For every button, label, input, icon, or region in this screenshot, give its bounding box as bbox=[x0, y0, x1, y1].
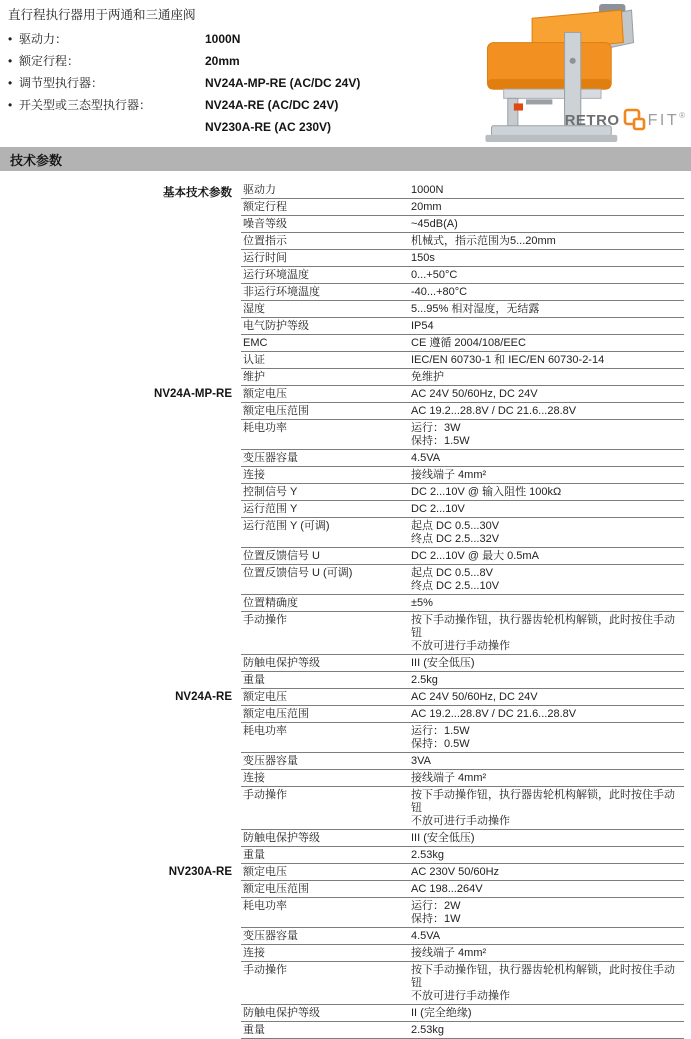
retrofit-logo bbox=[565, 108, 685, 133]
spec-row bbox=[241, 267, 684, 284]
spec-param-name: 运行范围 Y (可调) bbox=[243, 519, 330, 532]
red-button-detail bbox=[514, 103, 523, 110]
spec-param-name: 位置反馈信号 U (可调) bbox=[243, 566, 353, 579]
spec-param-values bbox=[411, 519, 684, 547]
spec-param-values bbox=[411, 1023, 684, 1038]
spec-value: 机械式，指示范围为5...20mm bbox=[411, 234, 556, 247]
bullet-label: 开关型或三态型执行器： bbox=[19, 98, 152, 112]
spec-value: AC 19.2...28.8V / DC 21.6...28.8V bbox=[411, 707, 577, 720]
spec-param-values bbox=[411, 754, 684, 769]
spec-param-name: 非运行环境温度 bbox=[243, 285, 320, 298]
spec-group-label: 基本技术参数 bbox=[163, 187, 232, 199]
spec-row bbox=[241, 301, 684, 318]
spec-value: -40...+80°C bbox=[411, 285, 468, 298]
spec-value: II (完全绝缘) bbox=[411, 1006, 472, 1019]
spec-row bbox=[241, 182, 684, 199]
spec-value: 不放可进行手动操作 bbox=[411, 639, 510, 652]
spec-param-values bbox=[411, 882, 684, 897]
spec-value: 150s bbox=[411, 251, 435, 264]
spec-row bbox=[241, 672, 684, 689]
spec-param-values bbox=[411, 946, 684, 961]
spec-param-values bbox=[411, 217, 684, 232]
spec-param-values bbox=[411, 285, 684, 300]
feature-bullet-row bbox=[8, 120, 458, 134]
spec-param-values bbox=[411, 613, 684, 654]
spec-param-values bbox=[411, 234, 684, 249]
spec-param-name: 防触电保护等级 bbox=[243, 831, 320, 844]
spec-param-values bbox=[411, 302, 684, 317]
spec-value: 按下手动操作钮，执行器齿轮机构解锁，此时按住手动钮 bbox=[411, 788, 675, 814]
bullet-value: 1000N bbox=[205, 32, 241, 46]
spec-param-name: 变压器容量 bbox=[243, 929, 298, 942]
spec-table bbox=[0, 182, 684, 1039]
spec-param-values bbox=[411, 451, 684, 466]
spec-param-values bbox=[411, 771, 684, 786]
spec-row bbox=[241, 467, 684, 484]
spec-value: 终点 DC 2.5...32V bbox=[411, 532, 500, 545]
spec-param-values bbox=[411, 353, 684, 368]
spec-param-values bbox=[411, 251, 684, 266]
spec-row bbox=[241, 233, 684, 250]
spec-group bbox=[0, 386, 684, 689]
spec-value: III (安全低压) bbox=[411, 831, 475, 844]
spec-param-values bbox=[411, 963, 684, 1004]
spec-param-name: 连接 bbox=[243, 771, 265, 784]
feature-bullet-row bbox=[8, 76, 458, 90]
spec-value: 0...+50°C bbox=[411, 268, 458, 281]
spec-row bbox=[241, 386, 684, 403]
spec-param-name: 连接 bbox=[243, 468, 265, 481]
spec-param-values bbox=[411, 831, 684, 846]
spec-row bbox=[241, 1005, 684, 1022]
spec-param-name: 额定电压 bbox=[243, 690, 287, 703]
spec-group-label: NV24A-MP-RE bbox=[154, 388, 232, 400]
spec-param-values bbox=[411, 502, 684, 517]
spec-param-values bbox=[411, 865, 684, 880]
spec-param-name: 重量 bbox=[243, 848, 265, 861]
spec-value: ~45dB(A) bbox=[411, 217, 458, 230]
bullet-icon: • bbox=[8, 76, 13, 90]
spec-param-values bbox=[411, 707, 684, 722]
spec-param-values bbox=[411, 690, 684, 705]
spec-row bbox=[241, 723, 684, 753]
spec-row bbox=[241, 945, 684, 962]
spec-param-values bbox=[411, 404, 684, 419]
spec-value: 3VA bbox=[411, 754, 431, 767]
spec-value: 免维护 bbox=[411, 370, 444, 383]
page-title: 直行程执行器用于两通和三通座阀 bbox=[8, 8, 196, 22]
bullet-icon: • bbox=[8, 32, 13, 46]
spec-row bbox=[241, 689, 684, 706]
header-area bbox=[0, 0, 691, 147]
retrofit-logo-retro-text: RETRO bbox=[564, 112, 620, 129]
spec-value: AC 198...264V bbox=[411, 882, 483, 895]
spec-value: 按下手动操作钮，执行器齿轮机构解锁，此时按住手动钮 bbox=[411, 613, 675, 639]
spec-value: 2.53kg bbox=[411, 1023, 445, 1036]
spindle-detail bbox=[570, 58, 576, 64]
spec-value: 5...95% 相对湿度，无结露 bbox=[411, 302, 540, 315]
spec-row bbox=[241, 864, 684, 881]
product-area bbox=[459, 0, 691, 147]
spec-row bbox=[241, 706, 684, 723]
spec-param-name: 手动操作 bbox=[243, 788, 287, 801]
spec-value: 不放可进行手动操作 bbox=[411, 814, 510, 827]
spec-param-name: 手动操作 bbox=[243, 963, 287, 976]
spec-param-values bbox=[411, 485, 684, 500]
spec-param-name: 控制信号 Y bbox=[243, 485, 298, 498]
spec-param-values bbox=[411, 1006, 684, 1021]
spec-param-values bbox=[411, 596, 684, 611]
spec-row bbox=[241, 484, 684, 501]
spec-param-name: 电气防护等级 bbox=[243, 319, 309, 332]
spec-param-name: 位置指示 bbox=[243, 234, 287, 247]
spec-param-values bbox=[411, 200, 684, 215]
spec-row bbox=[241, 335, 684, 352]
spec-value: AC 24V 50/60Hz, DC 24V bbox=[411, 387, 538, 400]
spec-row bbox=[241, 881, 684, 898]
spec-row bbox=[241, 450, 684, 467]
spec-value: 4.5VA bbox=[411, 451, 441, 464]
spec-row bbox=[241, 565, 684, 595]
bullet-icon: • bbox=[8, 98, 13, 112]
spec-value: CE 遵循 2004/108/EEC bbox=[411, 336, 526, 349]
spec-row bbox=[241, 787, 684, 830]
spec-param-name: 防触电保护等级 bbox=[243, 1006, 320, 1019]
spec-group bbox=[0, 182, 684, 386]
spec-param-values bbox=[411, 656, 684, 671]
spec-value: ±5% bbox=[411, 596, 433, 609]
spec-row bbox=[241, 318, 684, 335]
spec-value: 起点 DC 0.5...8V bbox=[411, 566, 493, 579]
bullet-label: 额定行程： bbox=[19, 54, 80, 68]
spec-param-name: 维护 bbox=[243, 370, 265, 383]
spec-row bbox=[241, 962, 684, 1005]
spec-value: 运行：2W bbox=[411, 899, 461, 912]
spec-value: DC 2...10V @ 输入阻性 100kΩ bbox=[411, 485, 562, 498]
spec-value: 接线端子 4mm² bbox=[411, 946, 487, 959]
spec-row bbox=[241, 612, 684, 655]
spec-group-label: NV24A-RE bbox=[175, 691, 232, 703]
spec-row bbox=[241, 420, 684, 450]
spec-row bbox=[241, 216, 684, 233]
bullet-value: NV230A-RE (AC 230V) bbox=[205, 120, 332, 134]
spec-row bbox=[241, 898, 684, 928]
spec-param-name: 运行环境温度 bbox=[243, 268, 309, 281]
spec-param-name: 位置精确度 bbox=[243, 596, 298, 609]
spec-value: IEC/EN 60730-1 和 IEC/EN 60730-2-14 bbox=[411, 353, 605, 366]
spec-param-name: 变压器容量 bbox=[243, 754, 298, 767]
spec-param-values bbox=[411, 268, 684, 283]
feature-bullet-list bbox=[8, 32, 458, 134]
spec-param-name: 额定行程 bbox=[243, 200, 287, 213]
spec-param-values bbox=[411, 899, 684, 927]
spec-param-values bbox=[411, 336, 684, 351]
spec-value: 保持：1W bbox=[411, 912, 461, 925]
spec-param-name: 连接 bbox=[243, 946, 265, 959]
spec-param-name: 耗电功率 bbox=[243, 724, 287, 737]
spec-row bbox=[241, 770, 684, 787]
spec-row bbox=[241, 548, 684, 565]
spec-param-values bbox=[411, 468, 684, 483]
spec-param-values bbox=[411, 566, 684, 594]
spec-value: 运行：1.5W bbox=[411, 724, 470, 737]
spec-value: AC 230V 50/60Hz bbox=[411, 865, 500, 878]
spec-value: 2.5kg bbox=[411, 673, 438, 686]
spec-group-label: NV230A-RE bbox=[168, 866, 232, 878]
linkage-detail bbox=[526, 99, 552, 104]
feature-bullet-row bbox=[8, 32, 458, 46]
spec-value: DC 2...10V @ 最大 0.5mA bbox=[411, 549, 539, 562]
retrofit-logo-icon bbox=[622, 108, 647, 131]
spec-value: 终点 DC 2.5...10V bbox=[411, 579, 500, 592]
spec-value: IP54 bbox=[411, 319, 434, 332]
spec-param-values bbox=[411, 788, 684, 829]
spec-group-rows bbox=[241, 864, 684, 1039]
spec-param-values bbox=[411, 848, 684, 863]
spec-value: 1000N bbox=[411, 183, 444, 196]
spec-row bbox=[241, 830, 684, 847]
spec-group bbox=[0, 689, 684, 864]
spec-param-name: 额定电压范围 bbox=[243, 404, 309, 417]
spec-value: DC 2...10V bbox=[411, 502, 465, 515]
spec-value: 保持：1.5W bbox=[411, 434, 470, 447]
spec-row bbox=[241, 753, 684, 770]
feature-bullet-row bbox=[8, 98, 458, 112]
actuator-body-shadow bbox=[487, 79, 611, 89]
spec-row bbox=[241, 1022, 684, 1039]
spec-row bbox=[241, 518, 684, 548]
spec-row bbox=[241, 199, 684, 216]
spec-param-name: 变压器容量 bbox=[243, 451, 298, 464]
spec-row bbox=[241, 403, 684, 420]
spec-param-name: 重量 bbox=[243, 1023, 265, 1036]
spec-param-values bbox=[411, 387, 684, 402]
spec-param-values bbox=[411, 421, 684, 449]
spec-param-name: 耗电功率 bbox=[243, 899, 287, 912]
spec-param-name: 手动操作 bbox=[243, 613, 287, 626]
spec-value: 4.5VA bbox=[411, 929, 441, 942]
spec-param-name: 噪音等级 bbox=[243, 217, 287, 230]
spec-value: 2.53kg bbox=[411, 848, 445, 861]
bullet-icon: • bbox=[8, 54, 13, 68]
spec-value: 接线端子 4mm² bbox=[411, 468, 487, 481]
retrofit-logo-fit-text: FIT bbox=[647, 111, 680, 129]
spec-param-name: 额定电压 bbox=[243, 387, 287, 400]
bullet-label: 驱动力： bbox=[19, 32, 68, 46]
bullet-value: NV24A-RE (AC/DC 24V) bbox=[205, 98, 339, 112]
spec-param-name: 额定电压 bbox=[243, 865, 287, 878]
spec-value: 接线端子 4mm² bbox=[411, 771, 487, 784]
spec-row bbox=[241, 928, 684, 945]
spec-param-name: 防触电保护等级 bbox=[243, 656, 320, 669]
spec-group-rows bbox=[241, 689, 684, 864]
spec-group-rows bbox=[241, 182, 684, 386]
spec-param-name: 位置反馈信号 U bbox=[243, 549, 320, 562]
spec-value: 不放可进行手动操作 bbox=[411, 989, 510, 1002]
spec-param-name: 运行时间 bbox=[243, 251, 287, 264]
section-header-label: 技术参数 bbox=[10, 152, 63, 168]
spec-param-name: 额定电压范围 bbox=[243, 882, 309, 895]
spec-row bbox=[241, 250, 684, 267]
registered-mark: ® bbox=[679, 111, 685, 120]
spec-row bbox=[241, 595, 684, 612]
spec-row bbox=[241, 847, 684, 864]
actuator-cap bbox=[504, 89, 601, 98]
spec-value: 保持：0.5W bbox=[411, 737, 470, 750]
spec-param-name: EMC bbox=[243, 336, 268, 349]
intro-block bbox=[8, 5, 458, 142]
spec-param-values bbox=[411, 724, 684, 752]
spec-value: 运行：3W bbox=[411, 421, 461, 434]
spec-row bbox=[241, 501, 684, 518]
section-header-technical-parameters bbox=[0, 147, 691, 171]
feature-bullet-row bbox=[8, 54, 458, 68]
spec-param-name: 驱动力 bbox=[243, 183, 276, 196]
spec-param-values bbox=[411, 319, 684, 334]
spec-value: AC 24V 50/60Hz, DC 24V bbox=[411, 690, 538, 703]
spec-param-name: 重量 bbox=[243, 673, 265, 686]
spec-row bbox=[241, 369, 684, 386]
spec-param-values bbox=[411, 929, 684, 944]
spec-group bbox=[0, 864, 684, 1039]
bullet-value: NV24A-MP-RE (AC/DC 24V) bbox=[205, 76, 361, 90]
spec-row bbox=[241, 655, 684, 672]
spec-value: AC 19.2...28.8V / DC 21.6...28.8V bbox=[411, 404, 577, 417]
spec-value: 起点 DC 0.5...30V bbox=[411, 519, 500, 532]
spec-value: III (安全低压) bbox=[411, 656, 475, 669]
spec-param-values bbox=[411, 549, 684, 564]
spec-row bbox=[241, 352, 684, 369]
frame-foot bbox=[485, 135, 617, 142]
spec-param-name: 额定电压范围 bbox=[243, 707, 309, 720]
spec-group-rows bbox=[241, 386, 684, 689]
spec-value: 20mm bbox=[411, 200, 442, 213]
spec-param-values bbox=[411, 673, 684, 688]
spec-param-values bbox=[411, 370, 684, 385]
spec-value: 按下手动操作钮，执行器齿轮机构解锁，此时按住手动钮 bbox=[411, 963, 675, 989]
spec-param-name: 湿度 bbox=[243, 302, 265, 315]
spec-param-name: 耗电功率 bbox=[243, 421, 287, 434]
spec-row bbox=[241, 284, 684, 301]
spec-param-values bbox=[411, 183, 684, 198]
bullet-label: 调节型执行器： bbox=[19, 76, 104, 90]
spec-param-name: 运行范围 Y bbox=[243, 502, 298, 515]
spec-param-name: 认证 bbox=[243, 353, 265, 366]
bullet-value: 20mm bbox=[205, 54, 240, 68]
